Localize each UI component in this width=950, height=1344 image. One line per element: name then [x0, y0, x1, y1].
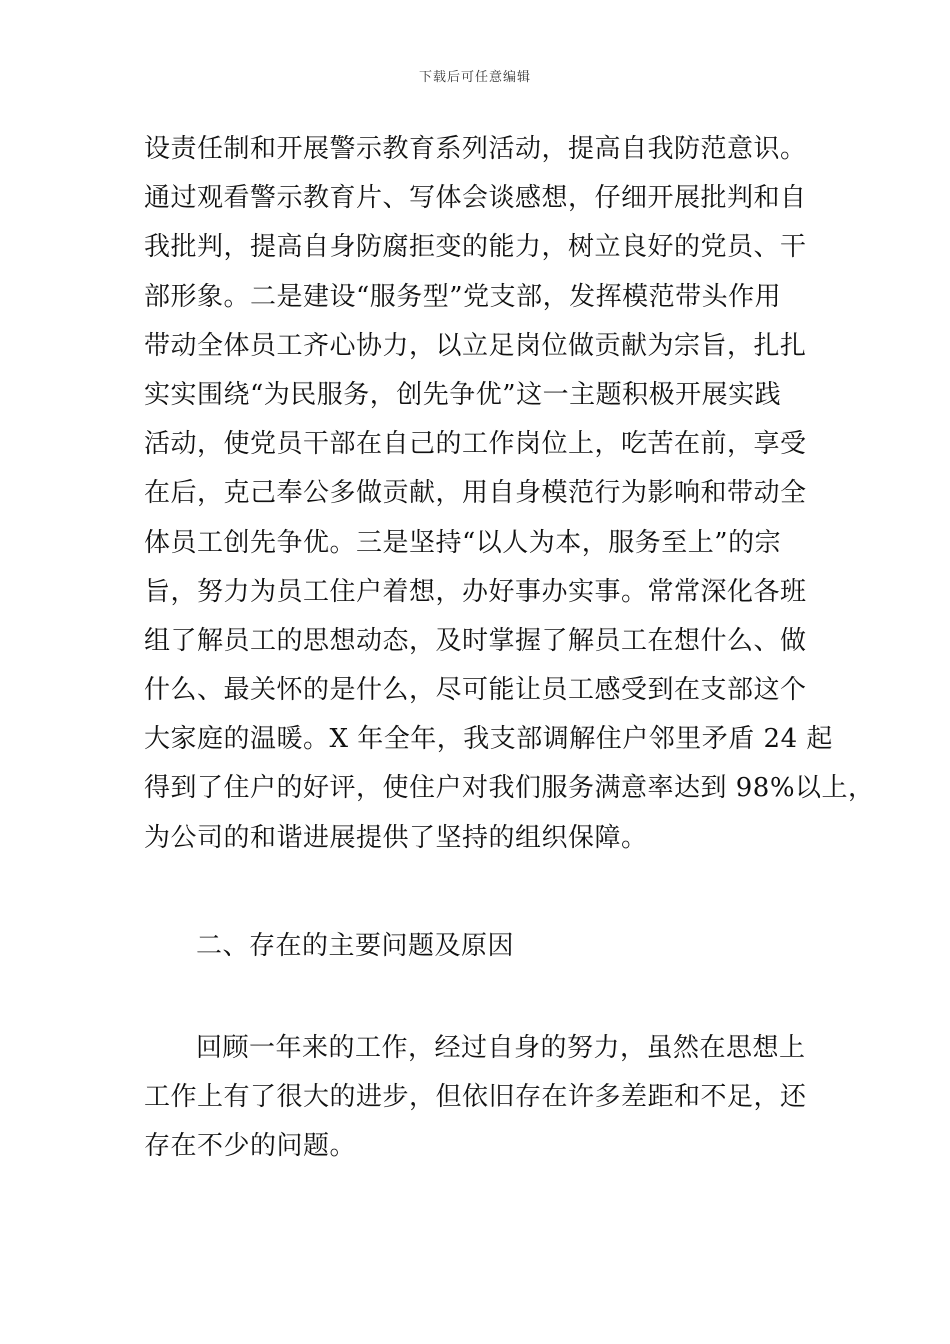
paragraph-line: 体员工创先争优。三是坚持“以人为本，服务至上”的宗: [144, 527, 782, 558]
paragraph-line: 旨，努力为员工住户着想，办好事办实事。常常深化各班: [144, 576, 807, 607]
paragraph-line: 带动全体员工齐心协力，以立足岗位做贡献为宗旨，扎扎: [144, 330, 807, 361]
paragraph-line: 在后，克己奉公多做贡献，用自身模范行为影响和带动全: [144, 478, 807, 509]
paragraph-line: 为公司的和谐进展提供了坚持的组织保障。: [144, 822, 648, 853]
paragraph-2: [144, 1024, 824, 1172]
header-note: 下载后可任意编辑: [418, 70, 531, 85]
paragraph-line: 我批判，提高自身防腐拒变的能力，树立良好的党员、干: [144, 232, 807, 263]
paragraph-line: 通过观看警示教育片、写体会谈感想，仔细开展批判和自: [144, 183, 807, 214]
paragraph-line: 组了解员工的思想动态，及时掌握了解员工在想什么、做: [144, 625, 807, 656]
paragraph-line: 回顾一年来的工作，经过自身的努力，虽然在思想上: [196, 1033, 806, 1063]
paragraph-line: 实实围绕“为民服务，创先争优”这一主题积极开展实践: [144, 379, 782, 410]
paragraph-line: 存在不少的问题。: [144, 1131, 357, 1162]
paragraph-line: 部形象。二是建设“服务型”党支部，发挥模范带头作用: [144, 281, 782, 312]
paragraph-line: 活动，使党员干部在自己的工作岗位上，吃苦在前，享受: [144, 429, 807, 460]
paragraph-line: 设责任制和开展警示教育系列活动，提高自我防范意识。: [144, 134, 807, 164]
section-heading: [144, 922, 824, 971]
paragraph-line: 得到了住户的好评，使住户对我们服务满意率达到 98%以上，: [144, 773, 875, 804]
section-heading-text: 二、存在的主要问题及原因: [196, 931, 515, 961]
paragraph-line: 大家庭的温暖。X 年全年，我支部调解住户邻里矛盾 24 起: [144, 724, 833, 755]
paragraph-line: 工作上有了很大的进步，但依旧存在许多差距和不足，还: [144, 1082, 807, 1113]
paragraph-1: [144, 125, 875, 863]
paragraph-line: 什么、最关怀的是什么，尽可能让员工感受到在支部这个: [144, 675, 807, 706]
